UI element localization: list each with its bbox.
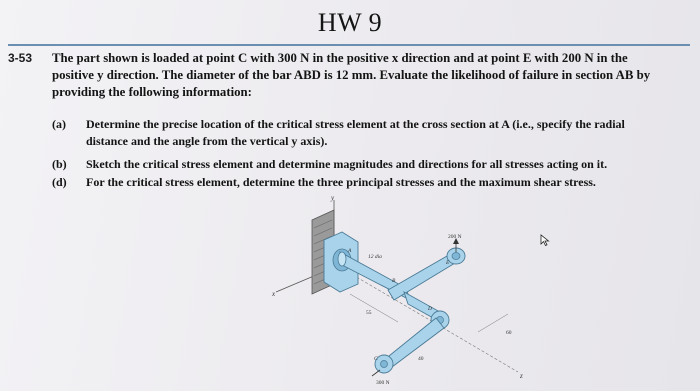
pin-e (452, 253, 460, 260)
dim-40-label: 40 (418, 356, 424, 362)
point-a-label: A (348, 248, 352, 254)
question-label: (a) (52, 117, 66, 131)
point-c-label: C (374, 356, 378, 362)
point-e-label: E (446, 260, 450, 266)
point-b-label: B (392, 278, 396, 284)
question-label: (d) (52, 175, 67, 189)
force-c-label: 300 N (376, 380, 390, 386)
dim-60-line (478, 314, 508, 332)
page-title: HW 9 (317, 8, 383, 37)
problem-statement: The part shown is loaded at point C with 300 N in the positive x direction and at point E with 200 N in the positive y direction. The diameter of the bar ABD is 12 mm. Evaluate the likelihood of failure in section AB by providing the following information: (52, 51, 651, 99)
question-text: Determine the precise location of the critical stress element at the cross section at A (i.e., specify the radial distance and the angle from the vertical y axis). (86, 117, 625, 148)
problem-number: 3-53 (8, 51, 33, 65)
dim-55-label: 55 (366, 310, 372, 316)
bar-end-a (338, 252, 346, 266)
z-axis-label: z (520, 372, 523, 380)
question-text: Sketch the critical stress element and determine magnitudes and directions for all stresses acting on it. (86, 157, 608, 171)
force-e-label: 200 N (448, 234, 462, 240)
question-text: For the critical stress element, determine the three principal stresses and the maximum shear stress. (86, 175, 596, 189)
point-d-label: D (428, 306, 432, 312)
mouse-cursor-icon (540, 234, 550, 246)
y-axis-label: y (331, 194, 335, 202)
force-c-arrow (372, 370, 380, 376)
dim-55-line (350, 294, 398, 322)
title-divider (8, 44, 690, 46)
diameter-label: 12 dia (368, 254, 382, 260)
crank-part-figure (268, 192, 568, 391)
x-axis-label: x (272, 290, 276, 298)
dim-60-label: 60 (506, 330, 512, 336)
pin-c-hole (381, 361, 388, 368)
question-label: (b) (52, 157, 67, 171)
